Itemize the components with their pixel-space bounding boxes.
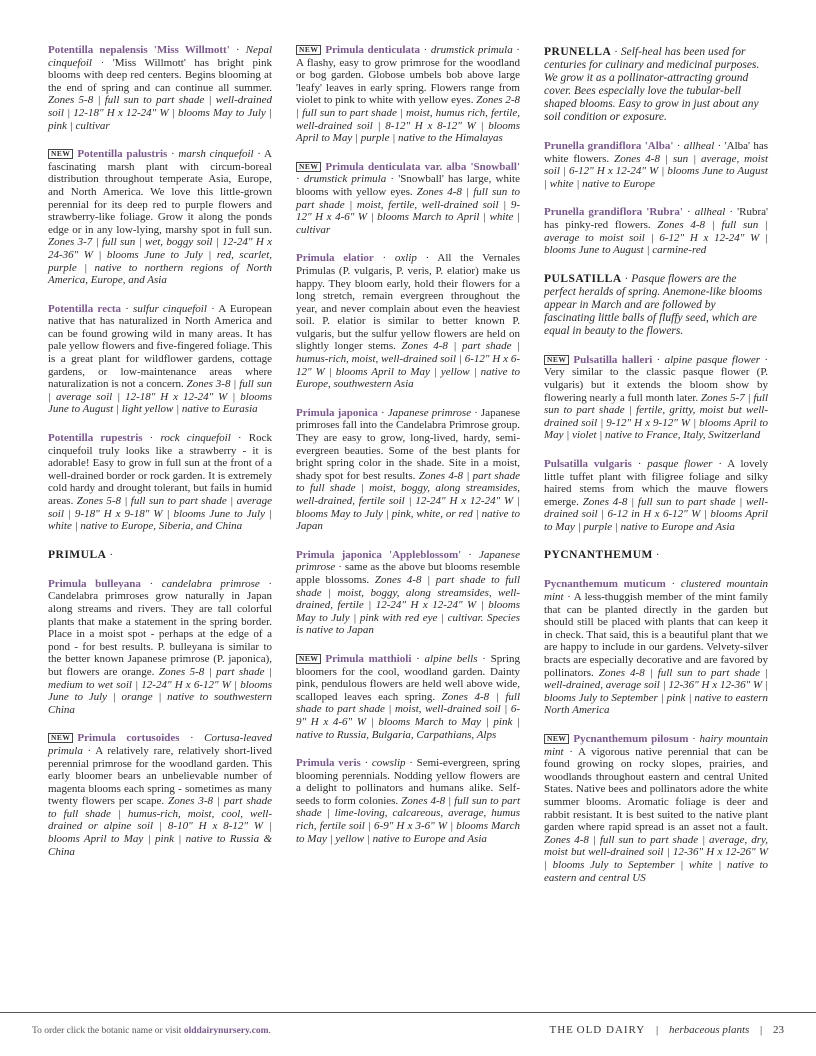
separator-dot: ·: [142, 432, 161, 445]
plant-entry: [296, 44, 520, 145]
genus-heading: [544, 273, 768, 338]
common-name: Japanese primrose: [296, 548, 520, 574]
plant-entry: [48, 732, 272, 858]
separator-dot: ·: [386, 173, 399, 186]
growing-details: Zones 3-8 | part shade to full shade | humus-rich, moist, cool, well-drained or alpine soil | 8-10" H x 8-12" W | blooms April to May | pink | native to Russia & China: [48, 795, 272, 858]
separator-dot: ·: [179, 732, 205, 745]
separator-dot: ·: [631, 457, 648, 470]
plant-description: Rock cinquefoil truly looks like a strawberry - it is adorable! Easy to grow in full sun at the front of a well-drained border or rock garden. It is extremely cold hardy and drought tolerant, but fails in humid areas.: [48, 432, 272, 507]
plant-entry: [296, 757, 520, 845]
plant-entry: [544, 458, 768, 534]
plant-name-link[interactable]: Prunella grandiflora 'Alba': [544, 140, 674, 152]
plant-description: A flashy, easy to grow primrose for the woodland or bog garden. Globose umbels bob above large 'leafy' leaves in early spring. Flowers range from violet to pink to white with yellow eyes.: [296, 56, 520, 107]
separator-dot: ·: [411, 652, 425, 665]
common-name: hairy mountain mint: [544, 733, 768, 758]
footer-order-note: [32, 1026, 271, 1036]
plant-entry: [544, 206, 768, 256]
common-name: alpine bells: [424, 652, 478, 665]
separator-dot: ·: [405, 757, 417, 770]
plant-entry: [544, 733, 768, 884]
separator-dot: ·: [714, 140, 725, 152]
plant-description: A less-thuggish member of the mint family that can be planted directly in the garden but should still be placed with plants that can keep it in check. That said, this is a beautiful plant that we are happy to include in our gardens. Velvety-silver bracts are especially decorative and are favored by pollinators.: [544, 591, 768, 679]
plant-description: Very similar to the classic pasque flower (P. vulgaris) but it extends the bloom show by flowering nearly a full month later.: [544, 366, 768, 404]
plant-description: All the Vernales Primulas (P. vulgaris, P. veris, P. elatior) make us happy. They bloom early, hold their flowers for a long stretch, remain evergreen throughout the year, and never complain about even the heaviest soil. P. elatior is similar to better known P. vulgaris, but the sulfur yellow flowers are held on slightly longer stems.: [296, 252, 520, 353]
plant-entry: [296, 252, 520, 391]
page-number: 23: [773, 1024, 784, 1036]
separator-dot: ·: [360, 757, 372, 770]
growing-details: Zones 2-8 | full sun to part shade | moist, humus rich, fertile, well-drained soil | 8-12" H x 8-12" W | blooms April to May | purple | native to the Himalayas: [296, 94, 520, 145]
footer-divider: [0, 1012, 816, 1013]
growing-details: Zones 5-8 | full sun to part shade | average soil | 9-18" H x 9-18" W | blooms June to July | white | native to Europe, Siberia, and China: [48, 495, 272, 533]
growing-details: Zones 4-8 | full sun to part shade | average, dry, moist but well-drained soil | 12-36" H x 12-26" W | blooms July to September | white | native to eastern and central US: [544, 833, 768, 884]
common-name: drumstick primula: [430, 44, 513, 56]
separator-dot: ·: [140, 577, 162, 590]
plant-description: 'Snowball' has large, white blooms with yellow eyes.: [296, 173, 520, 198]
new-badge: NEW: [544, 355, 569, 365]
plant-entry: [48, 303, 272, 416]
plant-entry: [544, 140, 768, 190]
separator-dot: ·: [373, 252, 395, 265]
separator-dot: ·: [259, 577, 272, 590]
separator-dot: ·: [121, 302, 134, 315]
column-right: [544, 44, 768, 900]
column-left: [48, 44, 272, 874]
footer-website-link[interactable]: olddairynursery.com: [183, 1026, 269, 1036]
plant-name-link[interactable]: Primula denticulata: [325, 44, 421, 56]
plant-description: 'Rubra' has pinky-red flowers.: [544, 206, 769, 231]
growing-details: Zones 4-8 | sun | average, moist soil | 6-12" H x 12-24" W | blooms June to August | white | native to Europe: [544, 152, 769, 190]
separator-dot: ·: [416, 252, 438, 265]
footer-brand: OLD DAIRY: [576, 1024, 646, 1036]
plant-description: 'Alba' has white flowers.: [544, 140, 769, 165]
common-name: sulfur cinquefoil: [133, 302, 207, 315]
plant-description: A fascinating marsh plant with circum-boreal distribution throughout temperate Asia, Europe, and North America. We love this little-grown perennial for its deep red to purple flowers and strawberry-like foliage. Grow it along the ponds edge or in any low-lying, marshy spot in full sun.: [48, 148, 272, 236]
genus-name: PRUNELLA: [544, 46, 612, 58]
separator-dot: ·: [92, 56, 113, 69]
growing-details: Zones 5-7 | full sun to part shade | fertile, gritty, moist but well-drained soil | 9-12" H x 9-12" W | blooms April to May | violet | native to France, Italy, Switzerland: [544, 391, 769, 442]
separator-dot: ·: [712, 457, 728, 470]
footer-order-end: .: [268, 1026, 271, 1036]
footer-running-head: [550, 1024, 785, 1036]
plant-description: A vigorous native perennial that can be found growing on rocky slopes, prairies, and woodlands throughout eastern and central United States. Native bees and pollinators adore the white summer blooms. Aromatic foliage is deer and rabbit resistant. It is best suited to the native plant garden where rapid spread is an asset not a fault.: [544, 745, 769, 834]
plant-name-link[interactable]: Primula veris: [296, 757, 361, 770]
new-badge: NEW: [296, 654, 321, 664]
plant-entry: [296, 161, 520, 237]
plant-name-link[interactable]: Primula cortusoides: [77, 732, 180, 745]
separator-dot: ·: [230, 432, 249, 445]
column-middle: [296, 44, 520, 861]
separator-dot: ·: [725, 206, 738, 219]
separator-dot: ·: [563, 591, 574, 604]
separator-dot: ·: [673, 140, 684, 152]
plant-name-link[interactable]: Pulsatilla vulgaris: [544, 457, 632, 470]
separator-dot: ·: [688, 733, 700, 745]
genus-heading: [544, 46, 768, 124]
plant-entry: [48, 578, 272, 717]
common-name: Cortusa-leaved primula: [48, 732, 272, 757]
genus-name: PULSATILLA: [544, 272, 622, 285]
genus-heading: [48, 549, 272, 562]
plant-name-link[interactable]: Potentilla nepalensis 'Miss Willmott': [48, 44, 230, 56]
growing-details: Zones 3-8 | full sun | average soil | 12-18" H x 12-24" W | blooms June to August | light yellow | native to Eurasia: [48, 378, 273, 416]
growing-details: Zones 4-8 | part shade to full shade | moist, boggy, along streamsides, well-drained, fertile | 12-24" H x 12-24" W | blooms May to July | pink with red eye | cultivar. Species is native to Japan: [296, 573, 521, 637]
separator-dot: ·: [296, 173, 304, 186]
common-name: marsh cinquefoil: [178, 148, 254, 161]
plant-name-link[interactable]: Pulsatilla halleri: [573, 353, 653, 366]
growing-details: Zones 5-8 | part shade | medium to wet soil | 12-24" H x 6-12" W | blooms June to July | orange | native to southwestern China: [48, 665, 273, 716]
footer-separator: |: [760, 1024, 763, 1036]
plant-entry: [48, 44, 272, 132]
separator-dot: ·: [335, 561, 345, 574]
plant-entry: [48, 432, 272, 533]
plant-description: A European native that has naturalized in North America and can be found growing wild in many areas. It has pale yellow flowers and five-fingered foliage. This is a great plant for wildflower gardens, cottage gardens, or low-maintenance areas where naturalization is not a concern.: [48, 302, 273, 391]
common-name: alpine pasque flower: [664, 353, 760, 366]
growing-details: Zones 5-8 | full sun to part shade | well-drained soil | 12-18" H x 12-24" W | blooms May to July | pink | cultivar: [48, 94, 272, 132]
plant-entry: [296, 407, 520, 533]
plant-description: A lovely little tuffet plant with filigree foliage and silky haired stems from which the mauve flowers emerge.: [544, 457, 768, 508]
plant-description: 'Miss Willmott' has bright pink blooms with deep red centers. Begins blooming at the end of spring and can continue all summer.: [48, 56, 272, 94]
growing-details: Zones 3-7 | full sun | wet, boggy soil | 12-24" H x 24-36" W | blooms June to July | red, scarlet, purple | native to northern regions of North America, Europe, and Asia: [48, 236, 272, 287]
separator-dot: ·: [471, 406, 481, 419]
plant-entry: [544, 354, 768, 442]
plant-name-link[interactable]: Prunella grandiflora 'Rubra': [544, 206, 683, 219]
common-name: cowslip: [371, 757, 406, 770]
separator-dot: ·: [621, 272, 632, 285]
plant-description: same as the above but blooms resemble apple blossoms.: [296, 561, 520, 586]
common-name: allheal: [694, 206, 726, 219]
plant-description: Japanese primroses fall into the Candelabra Primrose group. They are easy to grow, long-lived, hardy, semi-evergreen beauties. Some of the best plants for bright spring color in the shade. Site in a moist, shady spot for best results.: [296, 406, 520, 482]
common-name: drumstick primula: [303, 173, 387, 186]
new-badge: NEW: [48, 733, 73, 743]
common-name: Nepal cinquefoil: [48, 44, 272, 69]
plant-description: Candelabra primroses grow naturally in Japan along streams and rivers. They are tall colorful plants that make a statement in the spring border. Place in a moist spot - perhaps at the edge of a pond - for best results. P. bulleyana is similar to the better known Japanese primrose (P. japonica), but flowers are orange.: [48, 590, 272, 678]
separator-dot: ·: [253, 148, 265, 161]
separator-dot: ·: [652, 549, 660, 562]
separator-dot: ·: [167, 148, 179, 161]
plant-name-link[interactable]: Pycnanthemum pilosum: [573, 733, 689, 745]
new-badge: NEW: [544, 734, 569, 744]
growing-details: Zones 4-8 | part shade to full shade | moist, boggy, along streamsides, well-drained, fertile soil | 12-24" H x 12-24" W | blooms May to July | pink, white, or red | native to Japan: [296, 469, 521, 533]
plant-entry: [296, 549, 520, 637]
separator-dot: ·: [760, 353, 768, 366]
common-name: oxlip: [394, 252, 417, 265]
separator-dot: ·: [477, 652, 491, 665]
separator-dot: ·: [652, 353, 665, 366]
separator-dot: ·: [420, 44, 431, 56]
plant-name-link[interactable]: Primula japonica: [296, 406, 378, 419]
common-name: rock cinquefoil: [160, 432, 231, 445]
new-badge: NEW: [48, 149, 73, 159]
common-name: Japanese primrose: [387, 406, 472, 419]
growing-details: Zones 4-8 | full sun | average to moist soil | 6-12" H x 12-24" W | blooms June to August | carmine-red: [544, 218, 768, 257]
common-name: clustered mountain mint: [544, 578, 768, 604]
genus-description: Self-heal has been used for centuries for culinary and medicinal purposes. We grow it as a pollinator-attracting ground cover. Bees especially love the tubular-bell shaped blooms. Easy to grow in just about any soil condition or exposure.: [544, 46, 760, 123]
plant-entry: [296, 653, 520, 741]
genus-name: PRIMULA: [48, 548, 107, 561]
separator-dot: ·: [611, 46, 621, 58]
footer-separator: |: [655, 1024, 659, 1036]
separator-dot: ·: [106, 548, 114, 561]
genus-heading: [544, 549, 768, 562]
plant-name-link[interactable]: Primula matthioli: [325, 652, 412, 665]
new-badge: NEW: [296, 162, 321, 172]
plant-entry: [544, 578, 768, 717]
common-name: candelabra primrose: [161, 577, 260, 590]
plant-name-link[interactable]: Potentilla palustris: [77, 148, 168, 161]
plant-name-link[interactable]: Potentilla rupestris: [48, 432, 143, 445]
genus-name: PYCNANTHEMUM: [544, 549, 653, 562]
growing-details: Zones 4-8 | full sun to part shade | well-drained soil | 6-12 in H x 6-12" W | blooms April to May | purple | native to Europe and Asia: [544, 495, 768, 533]
separator-dot: ·: [563, 745, 579, 758]
growing-details: Zones 4-8 | full shade to part shade | moist, well-drained soil | 6-9" H x 4-6" W | blooms March to May | pink | native to Russia, Bulgaria, Carpathians, Alps: [296, 690, 520, 741]
plant-name-link[interactable]: Primula bulleyana: [48, 577, 141, 590]
separator-dot: ·: [512, 44, 520, 56]
footer-order-text: To order click the botanic name or visit: [32, 1026, 184, 1036]
separator-dot: ·: [206, 302, 219, 315]
footer-brand-prefix: THE: [549, 1024, 574, 1036]
separator-dot: ·: [229, 44, 246, 56]
growing-details: Zones 4-8 | part shade | humus-rich, moist, well-drained soil | 6-12" H x 6-12" W | blooms April to May | yellow | native to Europe, southwestern Asia: [296, 340, 520, 391]
common-name: pasque flower: [647, 457, 713, 470]
separator-dot: ·: [682, 206, 695, 219]
growing-details: Zones 4-8 | full sun to part shade | moist, fertile, well-drained soil | 9-12" H x 4-6" W | blooms March to April | white | cultivar: [296, 185, 521, 236]
common-name: allheal: [683, 140, 715, 152]
growing-details: Zones 4-8 | full sun to part shade | well-drained, average soil | 12-36" H x 12-36" W | blooms July to September | pink | native to eastern North America: [544, 666, 769, 717]
separator-dot: ·: [82, 744, 96, 757]
plant-description: A relatively rare, relatively short-lived perennial primrose for the woodland garden. This early bloomer bears an unbelievable number of magenta blooms each spring - sometimes as many twenty flowers per scape.: [48, 744, 272, 808]
plant-name-link[interactable]: Potentilla recta: [48, 302, 122, 315]
new-badge: NEW: [296, 45, 321, 55]
plant-name-link[interactable]: Primula denticulata var. alba 'Snowball': [325, 160, 520, 173]
genus-description: Pasque flowers are the perfect heralds of spring. Anemone-like blooms appear in March and are followed by fascinating little balls of fluffy seed, which are equal in beauty to the flowers.: [544, 272, 763, 337]
growing-details: Zones 4-8 | full sun to part shade | lime-loving, calcareous, average, humus rich, fertile soil | 6-9" H x 3-6" W | blooms March to May | yellow | native to Europe and Asia: [296, 794, 520, 845]
plant-entry: [48, 148, 272, 287]
separator-dot: ·: [377, 406, 388, 419]
separator-dot: ·: [665, 578, 681, 591]
separator-dot: ·: [461, 548, 480, 561]
plant-description: Semi-evergreen, spring blooming perennials. Nodding yellow flowers are a delight to pollinators and humans alike. Self-seeds to form colonies.: [296, 757, 520, 807]
plant-description: Spring bloomers for the cool, woodland garden. Dainty pink, pendulous flowers are held well above wide, scalloped leaves each spring.: [296, 652, 520, 703]
plant-name-link[interactable]: Pycnanthemum muticum: [544, 578, 666, 591]
footer-section: herbaceous plants: [668, 1024, 750, 1036]
plant-name-link[interactable]: Primula elatior: [296, 252, 374, 265]
plant-name-link[interactable]: Primula japonica 'Appleblossom': [296, 548, 462, 561]
